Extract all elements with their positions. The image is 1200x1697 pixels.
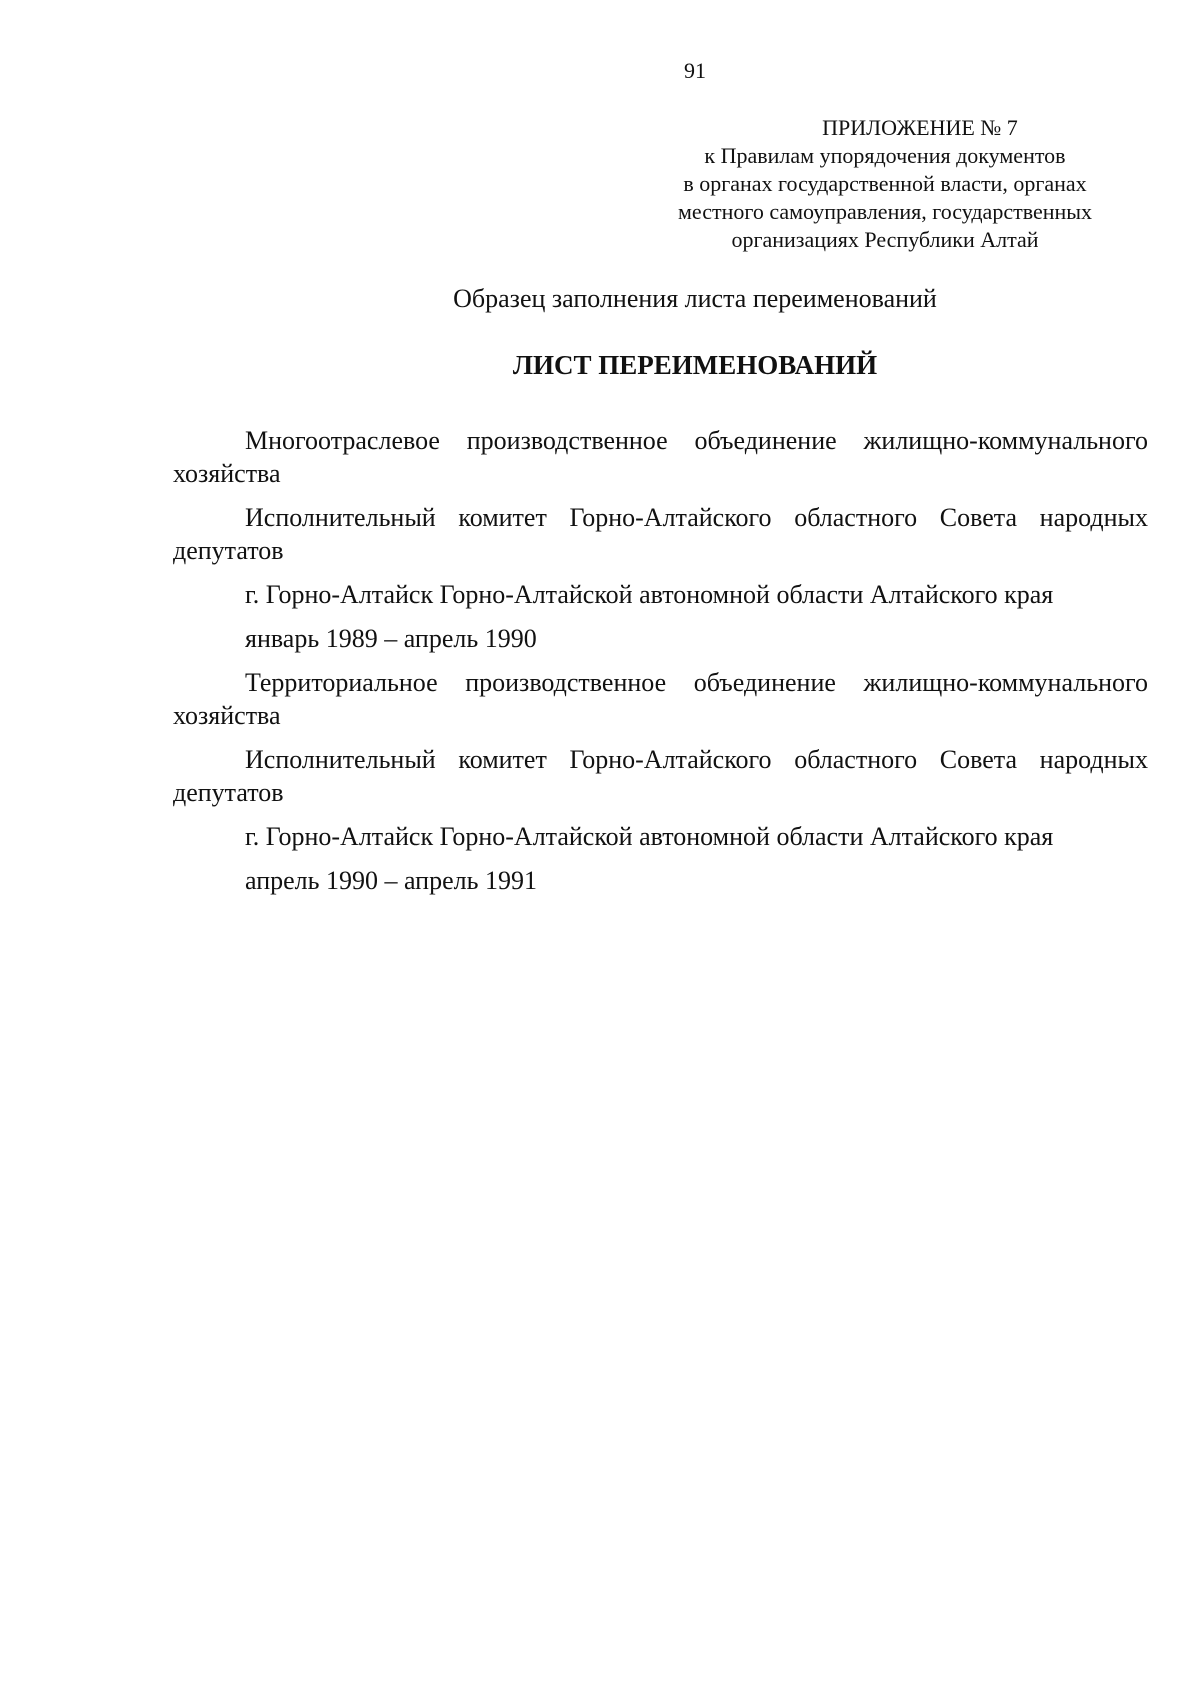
appendix-line: организациях Республики Алтай — [731, 227, 1039, 252]
appendix-title: ПРИЛОЖЕНИЕ № 7 — [822, 115, 1018, 140]
entry-organization: Многоотраслевое производственное объединение жилищно-коммунального хозяйства — [173, 426, 1148, 488]
document-heading: ЛИСТ ПЕРЕИМЕНОВАНИЙ — [512, 350, 878, 380]
entry-organization: Территориальное производственное объединение жилищно-коммунального хозяйства — [173, 668, 1148, 730]
entry-location: г. Горно-Алтайск Горно-Алтайской автономной области Алтайского края — [245, 580, 1054, 609]
rename-entries — [173, 424, 1148, 908]
appendix-line: к Правилам упорядочения документов — [704, 143, 1066, 168]
appendix-line: в органах государственной власти, органах — [683, 171, 1087, 196]
entry-period: январь 1989 – апрель 1990 — [245, 624, 537, 653]
entry-location: г. Горно-Алтайск Горно-Алтайской автономной области Алтайского края — [245, 822, 1054, 851]
appendix-block — [600, 114, 1170, 254]
appendix-line: местного самоуправления, государственных — [677, 199, 1093, 224]
page-number: 91 — [684, 58, 706, 83]
entry-parent-organization: Исполнительный комитет Горно-Алтайского областного Совета народных депутатов — [173, 745, 1148, 807]
rename-entry — [173, 666, 1148, 897]
entry-period: апрель 1990 – апрель 1991 — [245, 866, 537, 895]
rename-entry — [173, 424, 1148, 655]
entry-parent-organization: Исполнительный комитет Горно-Алтайского областного Совета народных депутатов — [173, 503, 1148, 565]
document-title: Образец заполнения листа переименований — [453, 284, 937, 313]
